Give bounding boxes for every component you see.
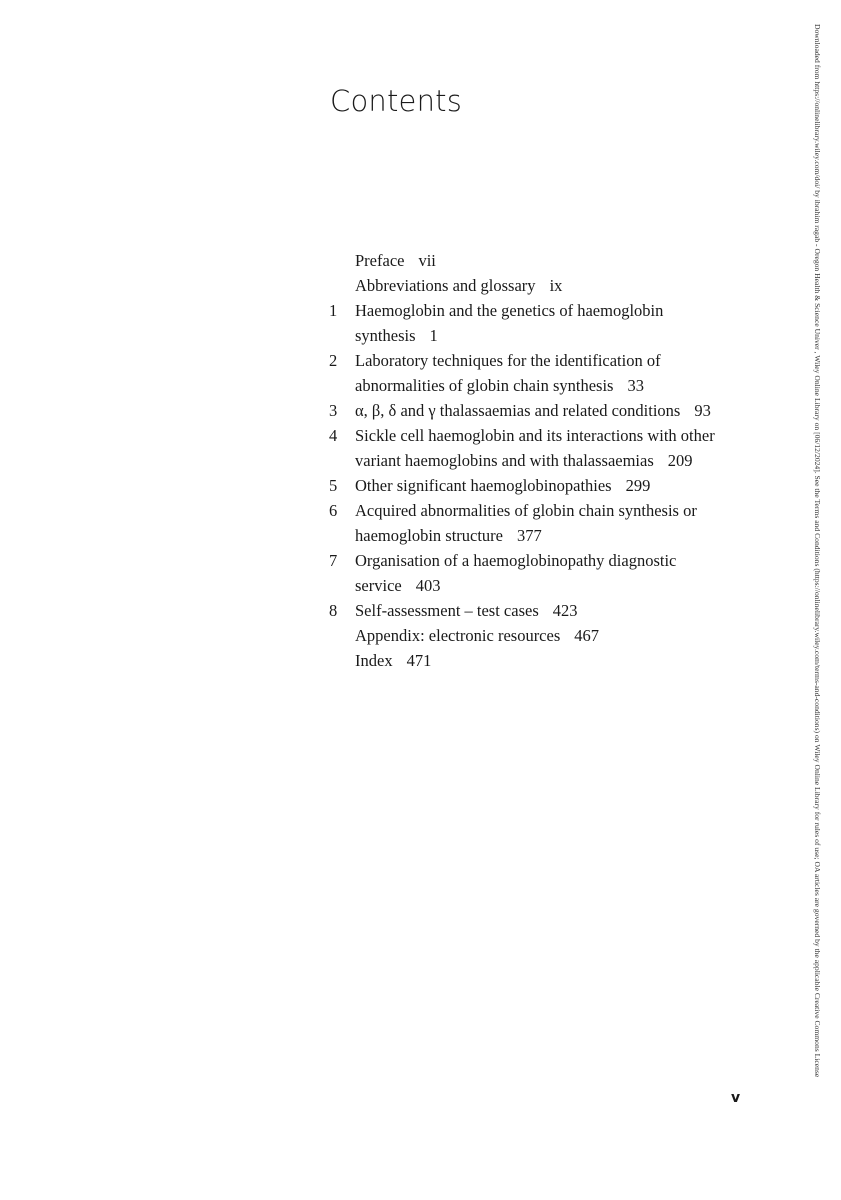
entry-page-number: 403 xyxy=(415,576,441,595)
entry-page-number: vii xyxy=(418,251,436,270)
entry-page-number: ix xyxy=(549,276,563,295)
chapter-number: 4 xyxy=(329,426,338,445)
entry-title: Laboratory techniques for the identification of abnormalities of globin chain synthesis xyxy=(355,351,661,395)
entry-title: Self-assessment – test cases xyxy=(355,601,539,620)
toc-entry-chapter-4[interactable] xyxy=(329,423,729,473)
toc-entry-chapter-1[interactable] xyxy=(329,298,729,348)
entry-page-number: 209 xyxy=(667,451,693,470)
entry-page-number: 1 xyxy=(429,326,438,345)
entry-title: Preface xyxy=(355,251,405,270)
chapter-number: 5 xyxy=(329,476,338,495)
chapter-number: 3 xyxy=(329,401,338,420)
entry-title: Index xyxy=(355,651,393,670)
chapter-number xyxy=(329,648,355,673)
toc-entry-abbreviations[interactable] xyxy=(329,273,729,298)
chapter-number: 2 xyxy=(329,351,338,370)
toc-entry-index[interactable] xyxy=(329,648,729,673)
chapter-number: 6 xyxy=(329,501,338,520)
chapter-number: 8 xyxy=(329,601,338,620)
chapter-number xyxy=(329,248,355,273)
chapter-number xyxy=(329,273,355,298)
entry-page-number: 299 xyxy=(625,476,651,495)
entry-title: Haemoglobin and the genetics of haemoglobin synthesis xyxy=(355,301,664,345)
toc-entry-preface[interactable] xyxy=(329,248,729,273)
chapter-number: 7 xyxy=(329,551,338,570)
toc-entry-chapter-6[interactable] xyxy=(329,498,729,548)
toc-entry-chapter-3[interactable] xyxy=(329,398,729,423)
entry-title: Organisation of a haemoglobinopathy diagnostic service xyxy=(355,551,677,595)
toc-entry-chapter-5[interactable] xyxy=(329,473,729,498)
entry-title: α, β, δ and γ thalassaemias and related conditions xyxy=(355,401,681,420)
page-title: Contents xyxy=(330,84,463,118)
entry-title: Abbreviations and glossary xyxy=(355,276,536,295)
entry-title: Appendix: electronic resources xyxy=(355,626,561,645)
page-folio: v xyxy=(731,1090,741,1106)
table-of-contents xyxy=(329,248,729,673)
chapter-number xyxy=(329,623,355,648)
entry-page-number: 33 xyxy=(627,376,644,395)
entry-page-number: 471 xyxy=(406,651,432,670)
entry-title: Sickle cell haemoglobin and its interactions with other variant haemoglobins and with thalassaemias xyxy=(355,426,715,470)
toc-entry-chapter-8[interactable] xyxy=(329,598,729,623)
toc-entry-chapter-7[interactable] xyxy=(329,548,729,598)
entry-title: Acquired abnormalities of globin chain synthesis or haemoglobin structure xyxy=(355,501,697,545)
toc-entry-appendix[interactable] xyxy=(329,623,729,648)
chapter-number: 1 xyxy=(329,301,338,320)
entry-title: Other significant haemoglobinopathies xyxy=(355,476,612,495)
entry-page-number: 93 xyxy=(694,401,711,420)
entry-page-number: 467 xyxy=(574,626,600,645)
entry-page-number: 423 xyxy=(552,601,578,620)
download-notice: Downloaded from https://onlinelibrary.wiley.com/doi/ by ibrahim ragab - Oregon Health & Science Univer , Wiley Online Library on [06/12/2024]. See the Terms and Conditions (https://onlinelibrary.wiley.com/terms-and-conditions) on Wiley Online Library for rules of use; OA articles are governed by the applicable Creative Commons License xyxy=(813,24,822,1078)
toc-entry-chapter-2[interactable] xyxy=(329,348,729,398)
entry-page-number: 377 xyxy=(517,526,542,545)
